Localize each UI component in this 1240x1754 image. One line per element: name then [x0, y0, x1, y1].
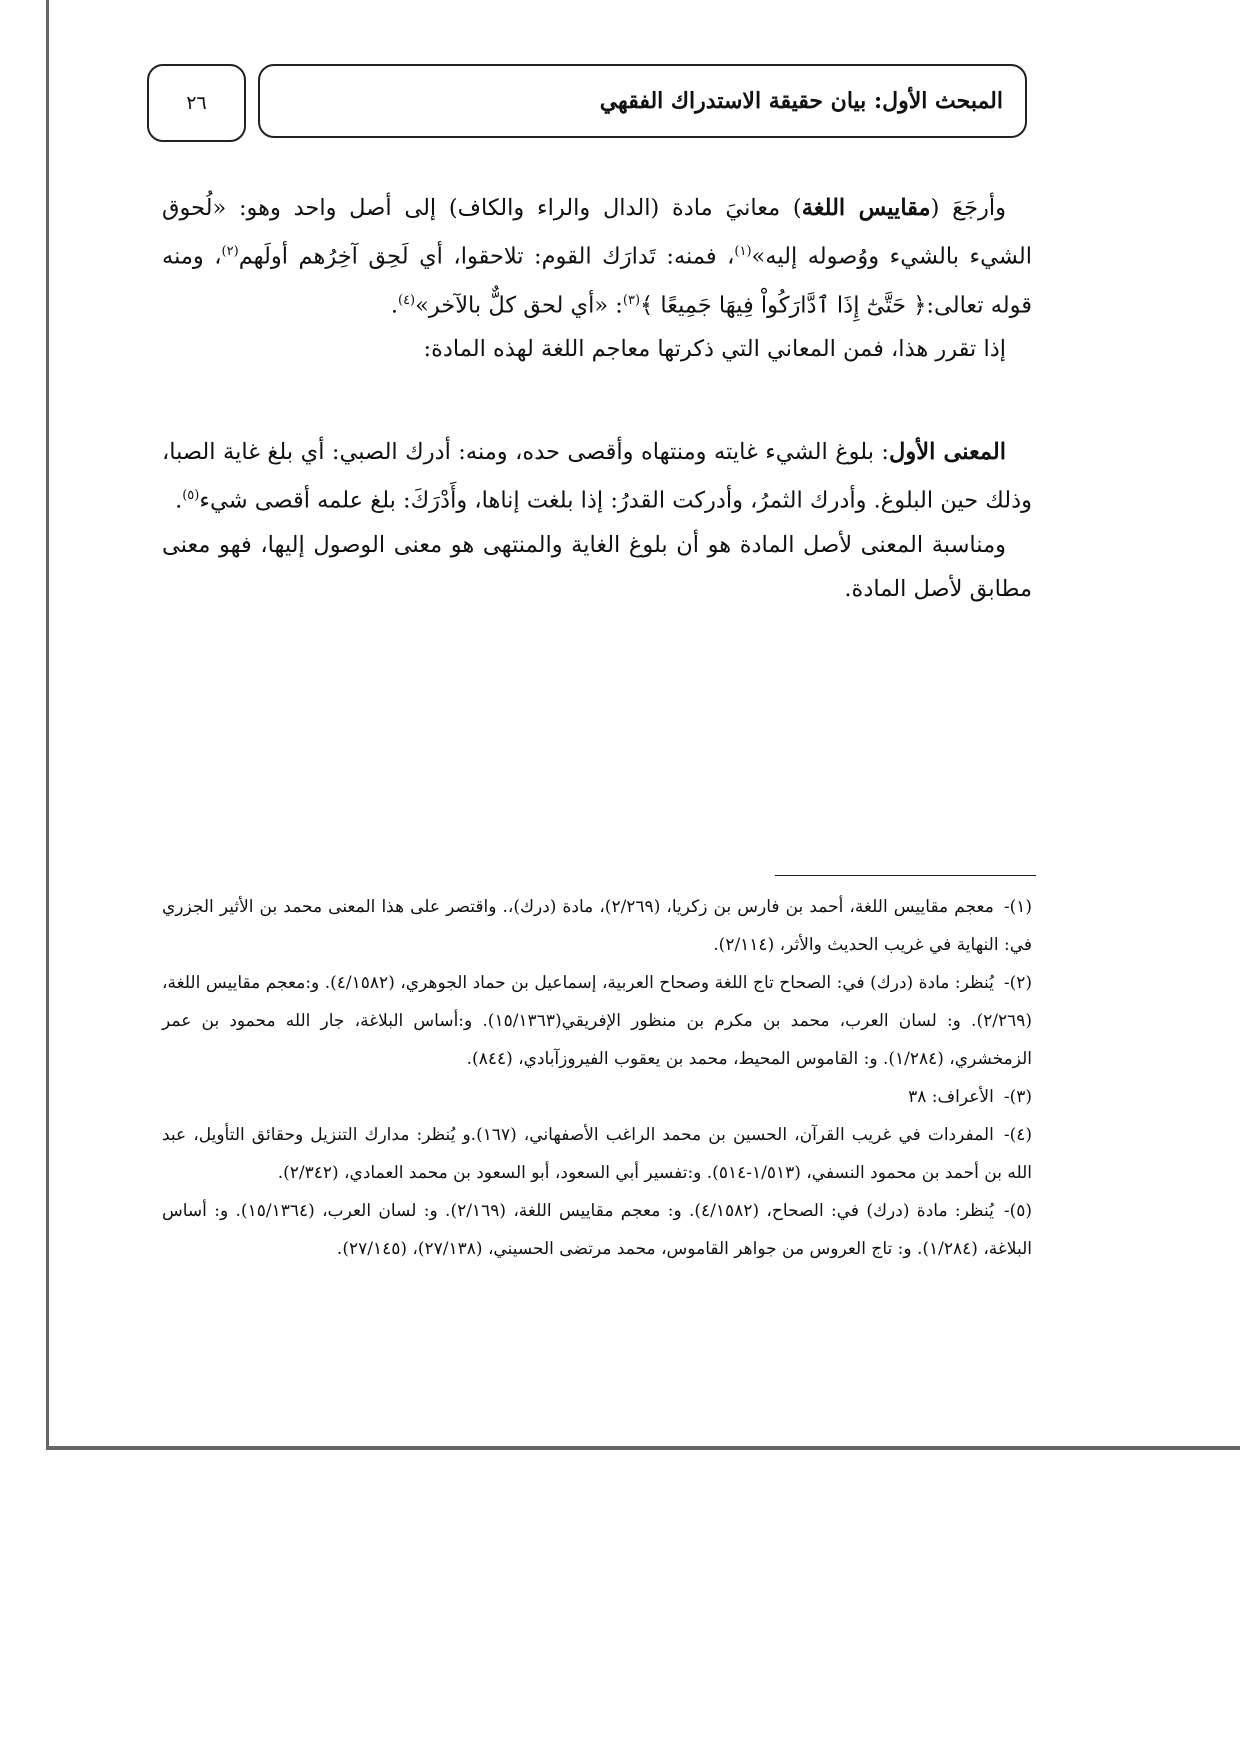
- footnote-ref-5: (٥): [182, 488, 200, 503]
- footnote-4: (٤)-المفردات في غريب القرآن، الحسين بن محمد الراغب الأصفهاني، (١٦٧).و يُنظر: مدارك التنزيل وحقائق التأويل، عبد الله بن أحمد بن محمود النسفي، (١/٥١٣-٥١٤). و:تفسير أبي السعود، أبو السعود بن محمد العمادي، (٢/٣٤٢).: [162, 1125, 1032, 1183]
- footnote-ref-1: (١): [734, 244, 752, 259]
- footnotes: [162, 888, 1032, 1268]
- page-number: ٢٦: [186, 92, 207, 114]
- footnote-separator: [775, 875, 1036, 876]
- footnote-ref-2: (٢): [221, 244, 239, 259]
- paragraph-transition: إذا تقرر هذا، فمن المعاني التي ذكرتها معاجم اللغة لهذه المادة:: [423, 336, 1006, 362]
- footnote-1: (١)-معجم مقاييس اللغة، أحمد بن فارس بن زكريا، (٢/٢٦٩)، مادة (درك)،. واقتصر على هذا المعنى محمد بن الأثير الجزري في: النهاية في غريب الحديث والأثر، (٢/١١٤).: [162, 897, 1032, 955]
- first-meaning-section: [162, 430, 1032, 611]
- chapter-title: المبحث الأول: بيان حقيقة الاستدراك الفقهي: [599, 88, 1003, 114]
- intro-section: [162, 186, 1032, 371]
- page-frame-left: [46, 0, 49, 1448]
- footnote-ref-4: (٤): [397, 292, 416, 308]
- book-title: مقاييس اللغة: [801, 195, 931, 221]
- footnote-3: (٣)-الأعراف: ٣٨: [908, 1087, 1032, 1107]
- page-number-box: [147, 64, 246, 142]
- footnote-2: (٢)-يُنظر: مادة (درك) في: الصحاح تاج اللغة وصحاح العربية، إسماعيل بن حماد الجوهري، (٤/١٥٨٢). و:معجم مقاييس اللغة، (٢/٢٦٩). و: لسان العرب، محمد بن مكرم بن منظور الإفريقي(١٥/١٣٦٣). و:أساس البلاغة، جار الله محمود بن عمر الزمخشري، (١/٢٨٤). و: القاموس المحيط، محمد بن يعقوب الفيروزآبادي، (٨٤٤).: [162, 973, 1032, 1069]
- paragraph-relevance: ومناسبة المعنى لأصل المادة هو أن بلوغ الغاية والمنتهى هو معنى الوصول إليها، فهو معنى مطابق لأصل المادة.: [162, 531, 1032, 602]
- page-frame-bottom: [46, 1446, 1240, 1450]
- paragraph-root-meaning: وأرجَعَ (مقاييس اللغة) معانيَ مادة (الدال والراء والكاف) إلى أصل واحد وهو: «لُحوق الشيء بالشيء ووُصوله إليه»$^{(١)}$، فمنه: تَدارَك القوم: تلاحقوا، أي لَحِق آخِرُهم أولَهم$^{(٢)}$، ومنه قوله تعالى:﴿ حَتَّىٰٓ إِذَا ٱدَّارَكُواْ فِيهَا جَمِيعًا ﴾$^{(٣)}$: «أي لحق كلٌّ بالآخر»$^{(٤)}$.: [162, 195, 1033, 318]
- chapter-title-box: [258, 64, 1027, 138]
- first-meaning-heading: المعنى الأول: [889, 439, 1006, 465]
- paragraph-first-meaning: المعنى الأول: بلوغ الشيء غايته ومنتهاه وأقصى حده، ومنه: أدرك الصبي: أي بلغ غاية الصبا، وذلك حين البلوغ. وأدرك الثمرُ، وأدركت القدرُ: إذا بلغت إناها، وأَدْرَكَ: بلغ علمه أقصى شيء$^{(٥)}$.: [162, 439, 1032, 514]
- footnote-ref-3: (٣): [622, 292, 641, 308]
- footnote-5: (٥)-يُنظر: مادة (درك) في: الصحاح، (٤/١٥٨٢). و: معجم مقاييس اللغة، (٢/١٦٩). و: لسان العرب، (١٥/١٣٦٤). و: أساس البلاغة، (١/٢٨٤). و: تاج العروس من جواهر القاموس، محمد مرتضى الحسيني، (٢٧/١٣٨)، (٢٧/١٤٥).: [162, 1201, 1032, 1259]
